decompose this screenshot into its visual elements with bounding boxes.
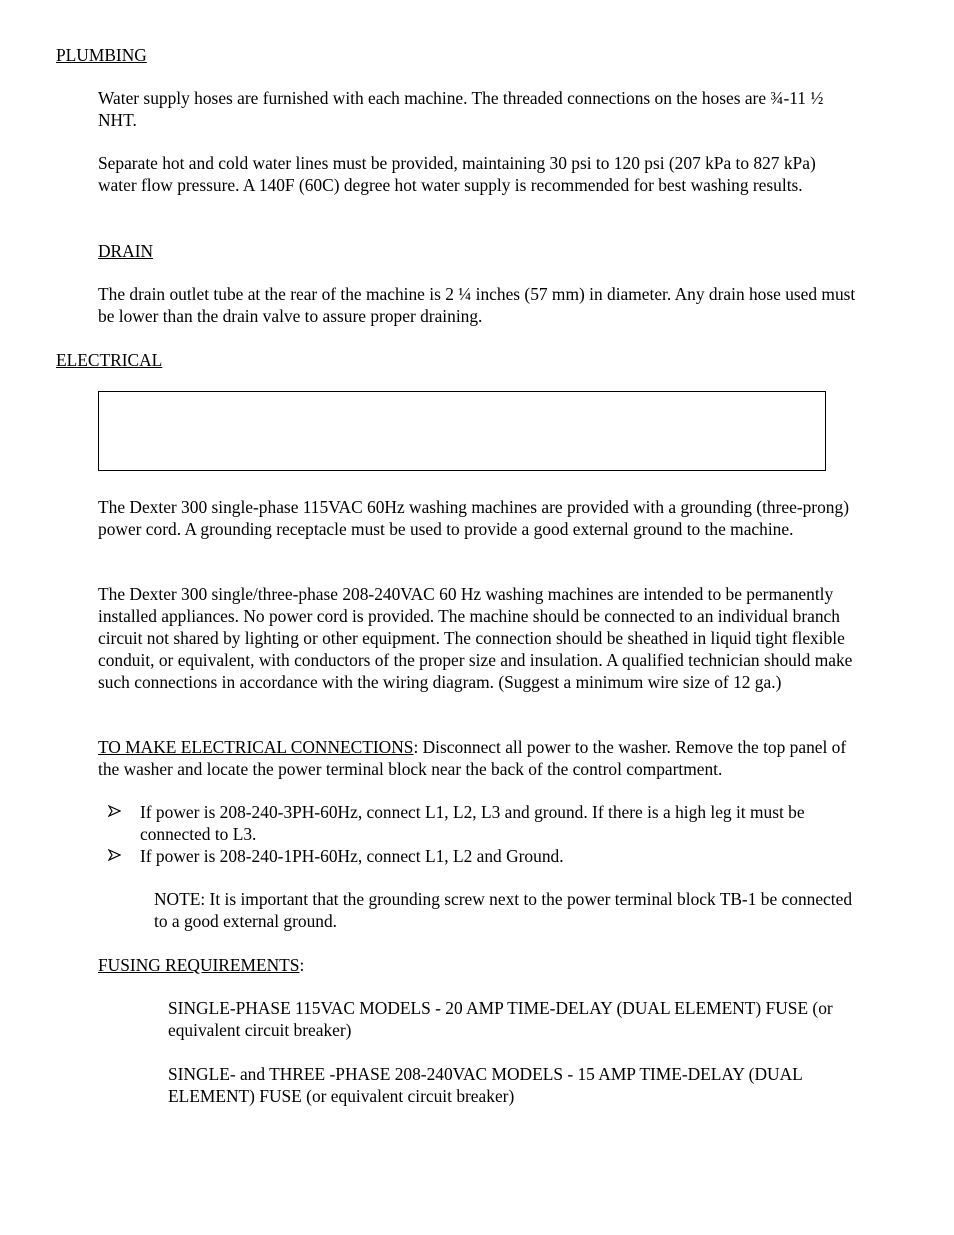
fusing-heading: [98, 954, 304, 976]
plumbing-heading: PLUMBING: [56, 45, 147, 65]
drain-paragraph: The drain outlet tube at the rear of the machine is 2 ¼ inches (57 mm) in diameter. Any drain hose used must be lower than the drain valve to assure proper draining.: [98, 284, 856, 326]
fusing-colon: :: [299, 955, 305, 975]
fuse-requirement-115vac: SINGLE-PHASE 115VAC MODELS - 20 AMP TIME-DELAY (DUAL ELEMENT) FUSE (or equivalent circuit breaker): [168, 998, 833, 1040]
electrical-heading: ELECTRICAL: [56, 350, 163, 370]
bullet-text: If power is 208-240-3PH-60Hz, connect L1, L2, L3 and ground. If there is a high leg it must be connected to L3.: [140, 802, 805, 844]
three-phase-paragraph: The Dexter 300 single/three-phase 208-240VAC 60 Hz washing machines are intended to be permanently installed appliances. No power cord is provided. The machine should be connected to an individual branch circuit not shared by lighting or other equipment. The connection should be sheathed in liquid tight flexible conduit, or equivalent, with conductors of the proper size and insulation. A qualified technician should make such connections in accordance with the wiring diagram. (Suggest a minimum wire size of 12 ga.): [98, 584, 853, 692]
connections-label: TO MAKE ELECTRICAL CONNECTIONS: [98, 737, 414, 757]
connections-paragraph: [98, 736, 858, 780]
bullet-text: If power is 208-240-1PH-60Hz, connect L1, L2 and Ground.: [140, 846, 564, 866]
fusing-label: FUSING REQUIREMENTS: [98, 955, 300, 975]
arrow-bullet-icon: [108, 801, 128, 817]
connections-text: : Disconnect all power to the washer. Remove the top panel of the washer and locate the power terminal block near the back of the control compartment.: [98, 737, 847, 779]
single-phase-paragraph: The Dexter 300 single-phase 115VAC 60Hz washing machines are provided with a grounding (three-prong) power cord. A grounding receptacle must be used to provide a good external ground to the machine.: [98, 497, 849, 539]
warning-box: [98, 391, 826, 471]
plumbing-hoses-paragraph: Water supply hoses are furnished with each machine. The threaded connections on the hoses are ¾-11 ½ NHT.: [98, 88, 824, 130]
drain-heading: DRAIN: [98, 241, 154, 261]
plumbing-water-lines-paragraph: Separate hot and cold water lines must be provided, maintaining 30 psi to 120 psi (207 kPa to 827 kPa) water flow pressure. A 140F (60C) degree hot water supply is recommended for best washing results.: [98, 153, 816, 195]
arrow-bullet-icon: [108, 845, 128, 861]
fuse-requirement-208-240vac: SINGLE- and THREE -PHASE 208-240VAC MODELS - 15 AMP TIME-DELAY (DUAL ELEMENT) FUSE (or equivalent circuit breaker): [168, 1064, 803, 1106]
grounding-note: NOTE: It is important that the grounding screw next to the power terminal block TB-1 be connected to a good external ground.: [154, 889, 853, 931]
